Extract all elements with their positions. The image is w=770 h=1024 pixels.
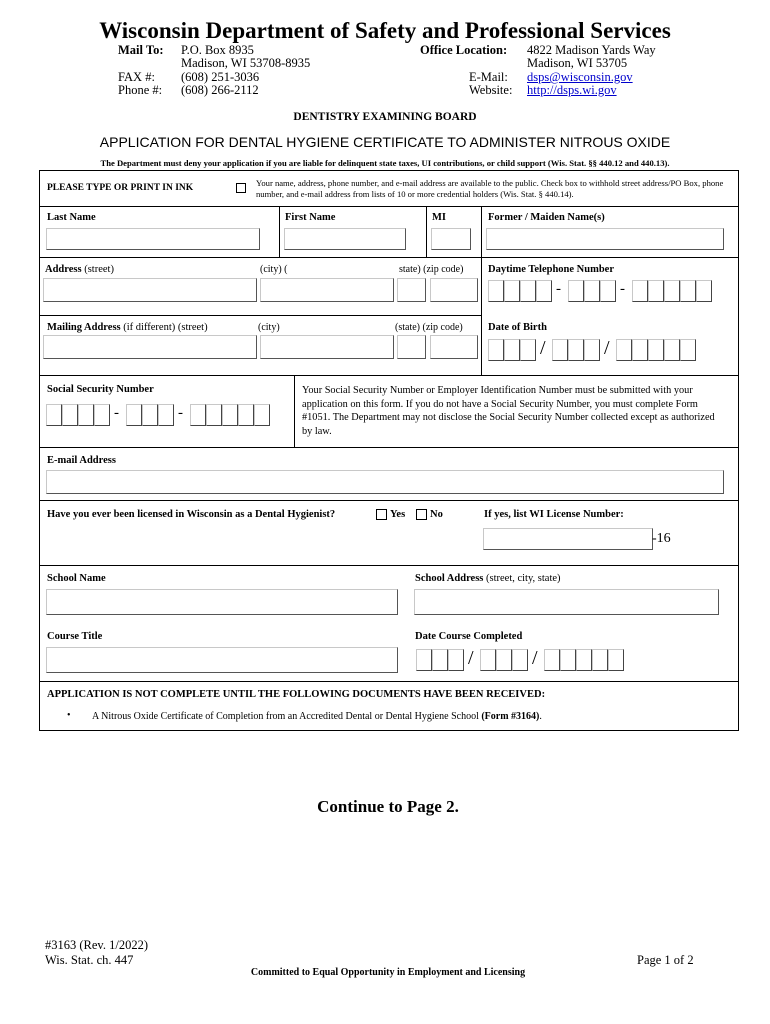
digit-box[interactable] [254, 404, 270, 426]
mail-to-line1: P.O. Box 8935 [181, 43, 254, 57]
email-label: E-Mail: [469, 70, 508, 84]
email-address-input[interactable] [46, 470, 724, 494]
digit-box[interactable] [552, 339, 568, 361]
digit-box[interactable] [238, 404, 254, 426]
page-number: Page 1 of 2 [637, 953, 694, 967]
digit-box[interactable] [680, 339, 696, 361]
digit-box[interactable] [504, 280, 520, 302]
mi-label: MI [432, 212, 446, 223]
digit-box[interactable] [222, 404, 238, 426]
address-street-input[interactable] [43, 278, 257, 302]
mail-to-label: Mail To: [118, 43, 164, 57]
digit-box[interactable] [568, 280, 584, 302]
public-notice: Your name, address, phone number, and e-mail address are available to the public. Check box to withhold street address/PO Box, phone number, and e-mail address from lists of 10 or more credential holders (Wis. Stat. § 440.14). [256, 178, 724, 199]
mailing-address-label: Mailing Address [47, 322, 121, 333]
digit-box[interactable] [584, 339, 600, 361]
school-address-input[interactable] [414, 589, 719, 615]
digit-box[interactable] [126, 404, 142, 426]
digit-box[interactable] [512, 649, 528, 671]
digit-box[interactable] [416, 649, 432, 671]
address-state-input[interactable] [397, 278, 426, 302]
licensed-yes-label: Yes [390, 509, 406, 520]
address-zip-input[interactable] [430, 278, 478, 302]
digit-box[interactable] [432, 649, 448, 671]
digit-box[interactable] [448, 649, 464, 671]
fax-value: (608) 251-3036 [181, 70, 260, 84]
digit-box[interactable] [480, 649, 496, 671]
digit-box[interactable] [206, 404, 222, 426]
print-in-ink-label: PLEASE TYPE OR PRINT IN INK [47, 183, 194, 193]
document-item-end: . [539, 711, 542, 722]
school-name-label: School Name [47, 573, 106, 584]
licensed-yes-checkbox[interactable] [376, 509, 387, 520]
office-line2: Madison, WI 53705 [527, 56, 628, 70]
dash-separator: - [556, 281, 561, 297]
mailing-address-hint: (if different) (street) [120, 322, 208, 333]
digit-box[interactable] [544, 649, 560, 671]
license-suffix: -16 [652, 531, 671, 546]
digit-box[interactable] [632, 280, 648, 302]
address-city-input[interactable] [260, 278, 394, 302]
website-link[interactable]: http://dsps.wi.gov [527, 83, 617, 97]
document-item-form: (Form #3164) [481, 711, 540, 722]
mail-to-line2: Madison, WI 53708-8935 [181, 56, 311, 70]
first-name-input[interactable] [284, 228, 406, 250]
digit-box[interactable] [632, 339, 648, 361]
digit-box[interactable] [560, 649, 576, 671]
mailing-state-input[interactable] [397, 335, 426, 359]
last-name-label: Last Name [47, 212, 96, 223]
ssn-notice: Your Social Security Number or Employer Identification Number must be submitted with your application on this form. If you do not have a Social Security Number, you must complete Form #1051. The Department may not disclose the Social Security Number collected except as authorized by law. [302, 385, 715, 437]
former-name-input[interactable] [486, 228, 724, 250]
former-name-label: Former / Maiden Name(s) [488, 212, 605, 223]
license-number-input[interactable] [483, 528, 653, 550]
digit-box[interactable] [592, 649, 608, 671]
withhold-checkbox[interactable] [236, 183, 246, 193]
slash-separator: / [540, 337, 546, 359]
licensed-question: Have you ever been licensed in Wisconsin as a Dental Hygienist? [47, 509, 336, 520]
digit-box[interactable] [78, 404, 94, 426]
email-link[interactable]: dsps@wisconsin.gov [527, 70, 633, 84]
digit-box[interactable] [536, 280, 552, 302]
digit-box[interactable] [696, 280, 712, 302]
digit-box[interactable] [488, 280, 504, 302]
digit-box[interactable] [608, 649, 624, 671]
date-completed-label: Date Course Completed [415, 631, 523, 642]
digit-box[interactable] [648, 339, 664, 361]
digit-box[interactable] [616, 339, 632, 361]
digit-box[interactable] [190, 404, 206, 426]
office-line1: 4822 Madison Yards Way [527, 43, 656, 57]
digit-box[interactable] [94, 404, 110, 426]
school-address-label: School Address [415, 573, 484, 584]
digit-box[interactable] [142, 404, 158, 426]
school-address-hint: (street, city, state) [483, 573, 561, 584]
digit-box[interactable] [568, 339, 584, 361]
licensed-no-label: No [430, 509, 443, 520]
city-hint-2: (city) [258, 322, 280, 333]
city-hint: (city) ( [260, 264, 288, 275]
page-title: Wisconsin Department of Safety and Professional Services [99, 18, 671, 43]
dash-separator: - [178, 405, 183, 421]
bullet-icon: • [67, 710, 71, 721]
digit-box[interactable] [488, 339, 504, 361]
statute-ref: Wis. Stat. ch. 447 [45, 953, 134, 967]
state-zip-hint-2: (state) (zip code) [395, 322, 463, 333]
form-number: #3163 (Rev. 1/2022) [45, 938, 148, 952]
course-title-label: Course Title [47, 631, 103, 642]
last-name-input[interactable] [46, 228, 260, 250]
licensed-no-checkbox[interactable] [416, 509, 427, 520]
equal-opportunity: Committed to Equal Opportunity in Employment and Licensing [250, 967, 526, 978]
digit-box[interactable] [664, 280, 680, 302]
state-zip-hint: state) (zip code) [399, 264, 464, 275]
digit-box[interactable] [664, 339, 680, 361]
document-item-text: A Nitrous Oxide Certificate of Completion from an Accredited Dental or Dental Hygiene School [92, 711, 482, 722]
mailing-zip-input[interactable] [430, 335, 478, 359]
continue-note: Continue to Page 2. [317, 797, 459, 816]
digit-box[interactable] [576, 649, 592, 671]
slash-separator: / [532, 647, 538, 669]
digit-box[interactable] [62, 404, 78, 426]
website-label: Website: [469, 83, 513, 97]
first-name-label: First Name [285, 212, 336, 223]
ssn-label: Social Security Number [47, 384, 154, 395]
slash-separator: / [604, 337, 610, 359]
digit-box[interactable] [520, 339, 536, 361]
fax-label: FAX #: [118, 70, 155, 84]
slash-separator: / [468, 647, 474, 669]
digit-box[interactable] [648, 280, 664, 302]
digit-box[interactable] [504, 339, 520, 361]
delinquency-warning: The Department must deny your application if you are liable for delinquent state taxes, UI contributions, or child support (Wis. Stat. §§ 440.12 and 440.13). [100, 158, 670, 168]
digit-box[interactable] [600, 280, 616, 302]
mailing-city-input[interactable] [260, 335, 394, 359]
address-street-hint: (street) [81, 264, 114, 275]
digit-box[interactable] [680, 280, 696, 302]
phone-label: Phone #: [118, 83, 163, 97]
document-item [92, 711, 542, 722]
mailing-street-input[interactable] [43, 335, 257, 359]
documents-header: APPLICATION IS NOT COMPLETE UNTIL THE FOLLOWING DOCUMENTS HAVE BEEN RECEIVED: [47, 689, 546, 700]
digit-box[interactable] [158, 404, 174, 426]
digit-box[interactable] [520, 280, 536, 302]
phone-value: (608) 266-2112 [181, 83, 259, 97]
digit-box[interactable] [496, 649, 512, 671]
course-title-input[interactable] [46, 647, 398, 673]
school-name-input[interactable] [46, 589, 398, 615]
daytime-phone-label: Daytime Telephone Number [488, 264, 614, 275]
license-number-label: If yes, list WI License Number: [484, 509, 624, 520]
office-label: Office Location: [420, 43, 508, 57]
digit-box[interactable] [584, 280, 600, 302]
mi-input[interactable] [431, 228, 471, 250]
digit-box[interactable] [46, 404, 62, 426]
email-address-label: E-mail Address [47, 455, 116, 466]
address-label: Address [45, 264, 82, 275]
dob-label: Date of Birth [488, 322, 547, 333]
dash-separator: - [114, 405, 119, 421]
application-title: APPLICATION FOR DENTAL HYGIENE CERTIFICATE TO ADMINISTER NITROUS OXIDE [99, 134, 671, 150]
dash-separator: - [620, 281, 625, 297]
board-name: DENTISTRY EXAMINING BOARD [293, 111, 477, 123]
